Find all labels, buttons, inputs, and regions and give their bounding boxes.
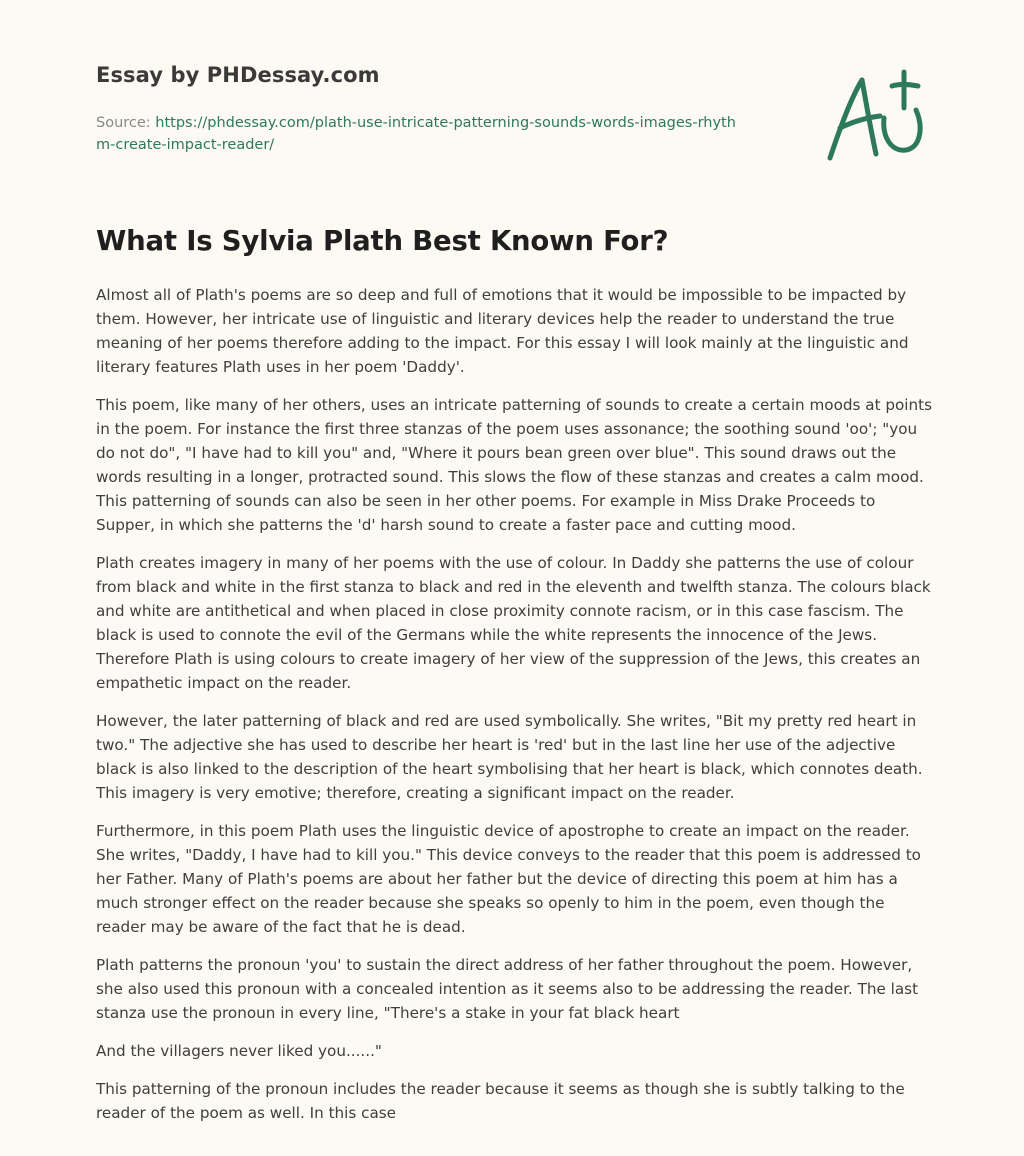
paragraph: Plath patterns the pronoun 'you' to sustain the direct address of her father throughout the poem. However, she also used this pronoun with a concealed intention as it seems also to be addressing the reader. The last stanza use the pronoun in every line, "There's a stake in your fat black heart [96, 956, 919, 1022]
source-line [96, 112, 736, 156]
paragraph: This patterning of the pronoun includes the reader because it seems as though she is subtly talking to the reader of the poem as well. In this case [96, 1080, 905, 1122]
paragraph: Furthermore, in this poem Plath uses the linguistic device of apostrophe to create an impact on the reader. She writes, "Daddy, I have had to kill you." This device conveys to the reader that this poem is addressed to her Father. Many of Plath's poems are about her father but the device of directing this poem at him has a much stronger effect on the reader because she speaks so openly to him in the poem, even though the reader may be aware of the fact that he is dead. [96, 822, 921, 936]
essay-body [96, 283, 932, 1139]
source-label: Source: [96, 115, 151, 131]
paragraph: However, the later patterning of black and red are used symbolically. She writes, "Bit my pretty red heart in two." The adjective she has used to describe her heart is 'red' but in the last line her use of the adjective black is also linked to the description of the heart symbolising that her heart is black, which connotes death. This imagery is very emotive; therefore, creating a significant impact on the reader. [96, 712, 923, 802]
site-title: Essay by PHDessay.com [96, 63, 380, 87]
paragraph: Almost all of Plath's poems are so deep and full of emotions that it would be impossible to be impacted by them. However, her intricate use of linguistic and literary devices help the reader to understand the true meaning of her poems therefore adding to the impact. For this essay I will look mainly at the linguistic and literary features Plath uses in her poem 'Daddy'. [96, 286, 909, 376]
page-header [0, 0, 1024, 215]
essay-title: What Is Sylvia Plath Best Known For? [96, 225, 669, 257]
source-link[interactable]: https://phdessay.com/plath-use-intricate-patterning-sounds-words-images-rhythm-create-impact-reader/ [96, 115, 736, 153]
paragraph: And the villagers never liked you......" [96, 1042, 382, 1060]
paragraph: This poem, like many of her others, uses an intricate patterning of sounds to create a certain moods at points in the poem. For instance the first three stanzas of the poem uses assonance; the soothing sound 'oo'; "you do not do", "I have had to kill you" and, "Where it pours bean green over blue". This sound draws out the words resulting in a longer, protracted sound. This slows the flow of these stanzas and creates a calm mood. This patterning of sounds can also be seen in her other poems. For example in Miss Drake Proceeds to Supper, in which she patterns the 'd' harsh sound to create a faster pace and cutting mood. [96, 396, 932, 534]
paragraph: Plath creates imagery in many of her poems with the use of colour. In Daddy she patterns the use of colour from black and white in the first stanza to black and red in the eleventh and twelfth stanza. The colours black and white are antithetical and when placed in close proximity connote racism, or in this case fascism. The black is used to connote the evil of the Germans while the white represents the innocence of the Jews. Therefore Plath is using colours to create imagery of her view of the suppression of the Jews, this creates an empathetic impact on the reader. [96, 554, 931, 692]
a-plus-logo-icon [818, 66, 930, 166]
